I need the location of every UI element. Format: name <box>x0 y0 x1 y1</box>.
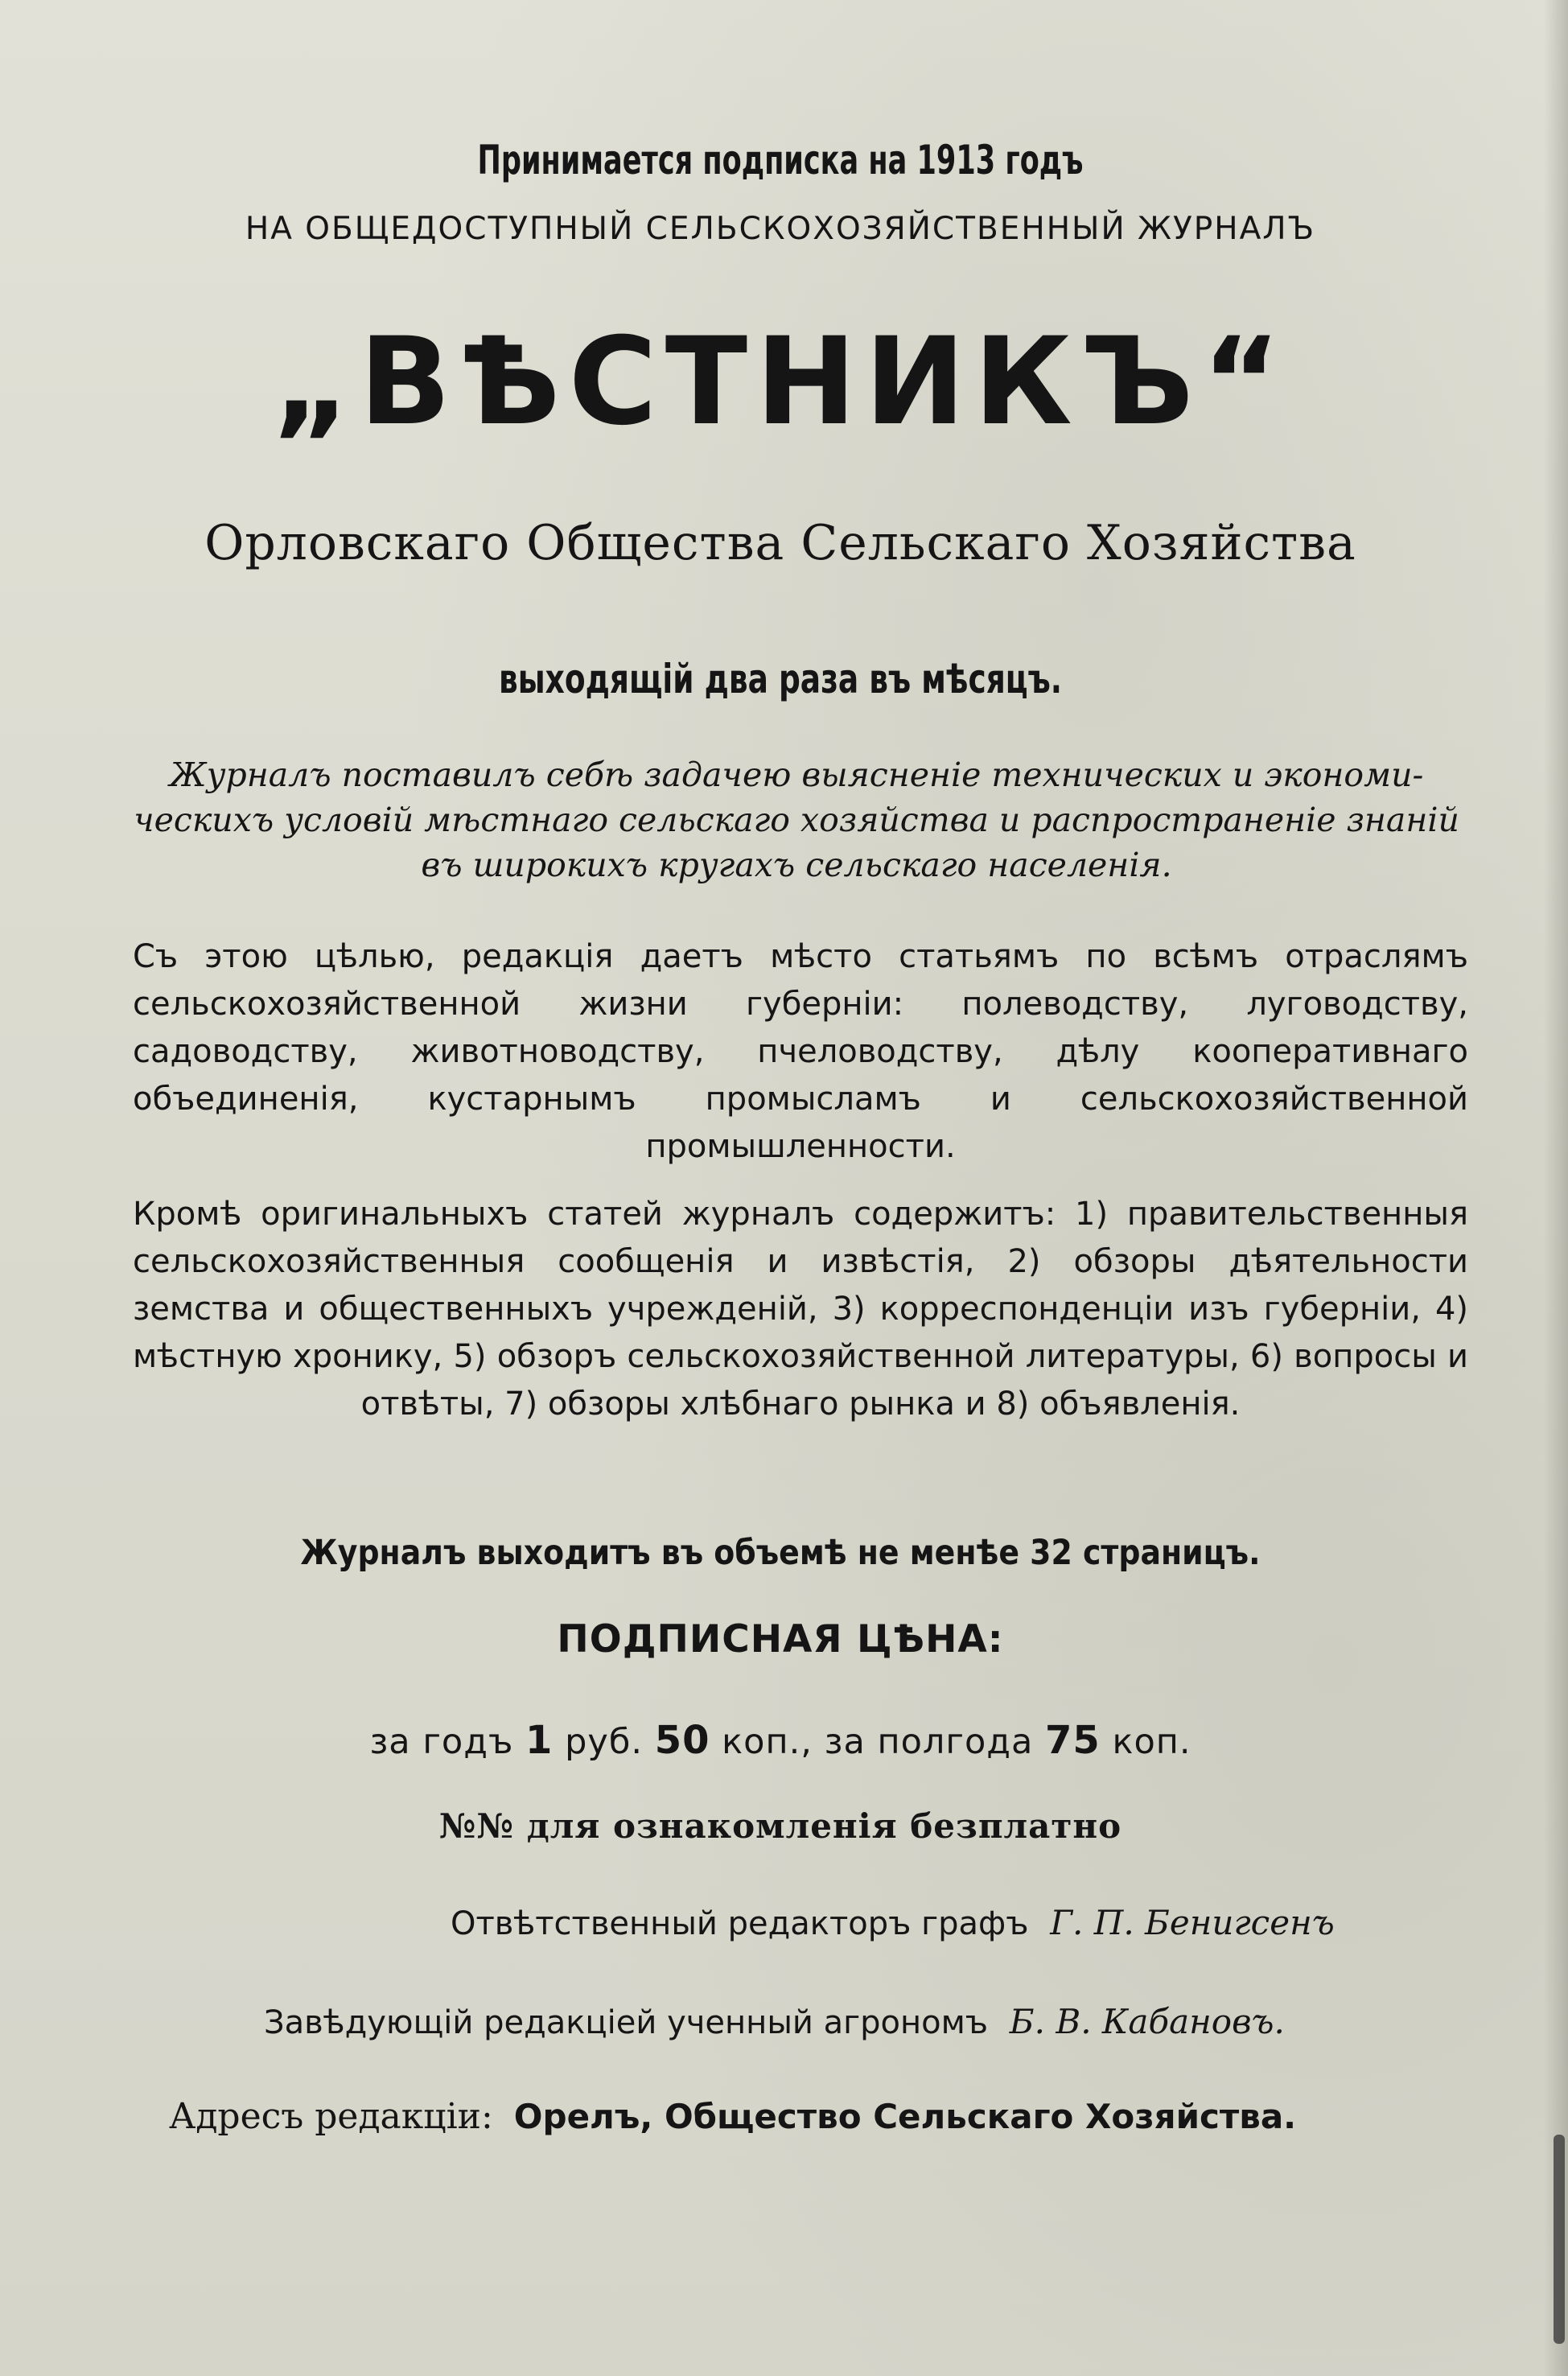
price-year-prefix: за годъ <box>369 1722 514 1762</box>
mission-line: Журналъ поставилъ себѣ задачею выясненіе технических и экономи- <box>169 756 1424 794</box>
publication-frequency: выходящій два раза въ мѣсяцъ. <box>498 656 1063 702</box>
editor-name: Г. П. Бенигсенъ <box>1050 1903 1335 1942</box>
editor-label: Отвѣтственный редакторъ графъ <box>451 1905 1029 1942</box>
editorial-address <box>169 2096 1296 2137</box>
address-label: Адресъ редакціи: <box>169 2096 493 2137</box>
price-rub-unit: руб. <box>565 1722 644 1762</box>
subscription-announcement: Принимается подписка на 1913 годъ <box>477 137 1084 183</box>
mission-statement <box>121 752 1472 887</box>
manager-label: Завѣдующій редакціей ученный агрономъ <box>264 2004 989 2041</box>
journal-title: „ВѢСТНИКЪ“ <box>271 312 1290 452</box>
editor-credit <box>451 1903 1335 1942</box>
mission-line: ческихъ условій мѣстнаго сельскаго хозяйства и распространеніе знаній <box>134 801 1459 839</box>
address-value: Орелъ, Общество Сельскаго Хозяйства. <box>513 2097 1297 2136</box>
content-paragraph-topics: Съ этою цѣлью, редакція даетъ мѣсто статьямъ по всѣмъ отраслямъ сельскохозяйственной жизни губерніи: полеводству, луговодству, садоводству, животноводству, пчеловодству, дѣлу кооперативнаго объединенія, кустарнымъ промысламъ и сельскохозяйственной промышленности. <box>133 938 1468 1165</box>
manager-name: Б. В. Кабановъ. <box>1009 2002 1285 2041</box>
price-half-value: 75 <box>1045 1718 1101 1763</box>
price-half-unit: коп. <box>1112 1722 1191 1762</box>
journal-kind: НА ОБЩЕДОСТУПНЫЙ СЕЛЬСКОХОЗЯЙСТВЕННЫЙ ЖУРНАЛЪ <box>245 211 1316 247</box>
mission-line: въ широкихъ кругахъ сельскаго населенія. <box>421 846 1172 884</box>
free-issues-note: №№ для ознакомленія безплатно <box>438 1806 1122 1846</box>
page-count-note: Журналъ выходитъ въ объемѣ не менѣе 32 страницъ. <box>300 1533 1261 1573</box>
content-paragraph-sections: Кромѣ оригинальныхъ статей журналъ содержитъ: 1) правительственныя сельскохозяйственныя сообщенія и извѣстія, 2) обзоры дѣятельности земства и общественныхъ учрежденій, 3) корреспонденціи изъ губерніи, 4) мѣстную хронику, 5) обзоръ сельскохозяйственной литературы, 6) вопросы и отвѣты, 7) обзоры хлѣбнаго рынка и 8) объявленія. <box>133 1196 1468 1423</box>
binding-mark <box>1554 2135 1565 2344</box>
price-kop-value: 50 <box>654 1718 710 1763</box>
price-kop-unit: коп., <box>722 1722 813 1762</box>
price-heading: ПОДПИСНАЯ ЦѢНА: <box>557 1617 1004 1662</box>
subscription-price <box>121 1718 1440 1763</box>
society-name: Орловскаго Общества Сельскаго Хозяйства <box>204 515 1356 571</box>
price-half-prefix: за полгода <box>824 1722 1034 1762</box>
manager-credit <box>264 2002 1285 2041</box>
page-edge-shadow <box>1544 0 1568 2376</box>
price-rub-value: 1 <box>525 1718 554 1763</box>
